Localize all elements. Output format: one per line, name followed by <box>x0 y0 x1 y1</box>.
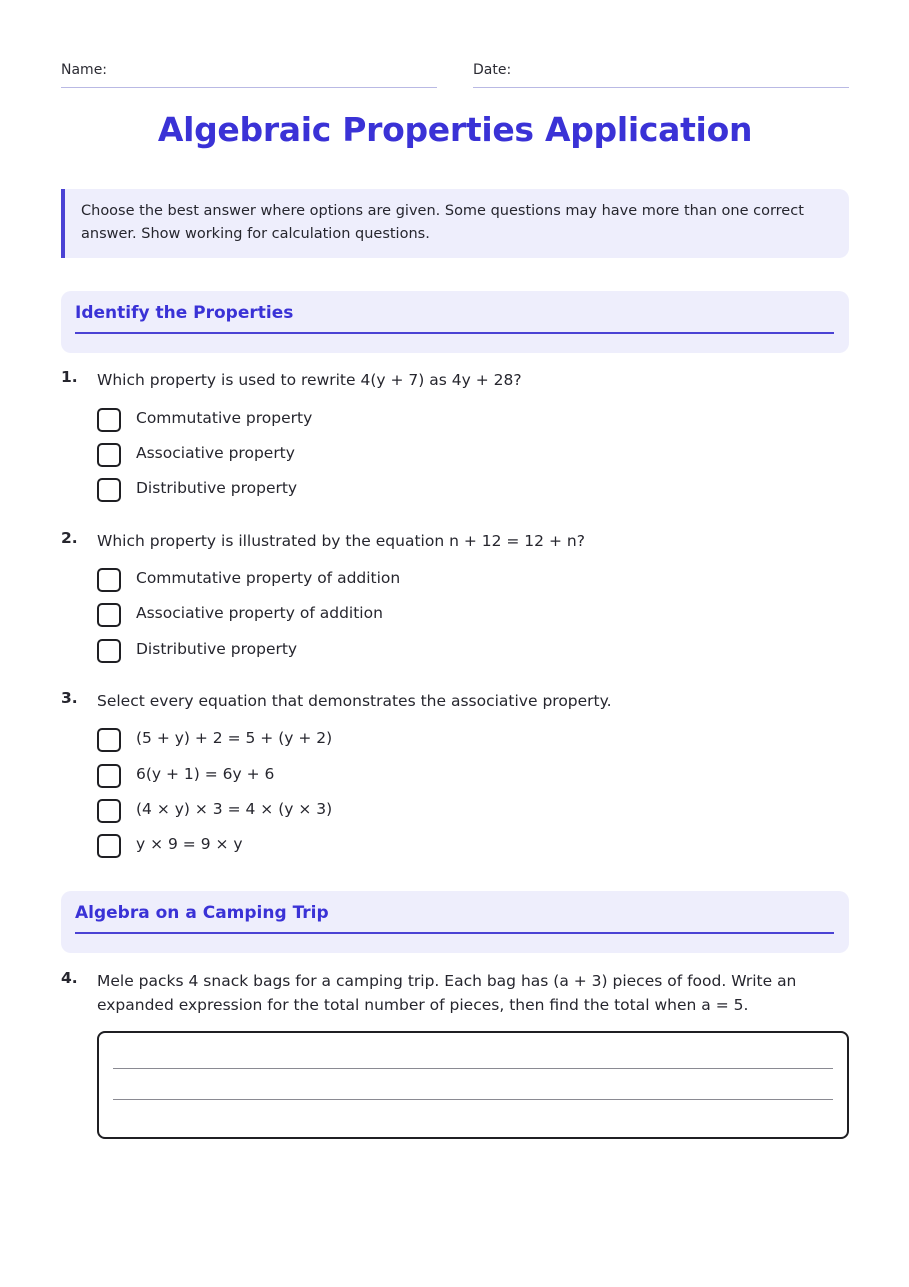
option-label: (5 + y) + 2 = 5 + (y + 2) <box>136 729 333 747</box>
option-item[interactable] <box>97 442 697 470</box>
option-item[interactable] <box>97 407 697 435</box>
question-number: 4. <box>61 969 78 987</box>
question-number: 3. <box>61 689 78 707</box>
checkbox[interactable] <box>97 603 121 627</box>
option-label: Associative property <box>136 444 295 462</box>
question-number: 1. <box>61 368 78 386</box>
section-title: Algebra on a Camping Trip <box>75 903 834 934</box>
checkbox[interactable] <box>97 799 121 823</box>
date-field[interactable] <box>473 60 849 88</box>
option-label: y × 9 = 9 × y <box>136 835 243 853</box>
option-item[interactable] <box>97 833 697 861</box>
question-text: Mele packs 4 snack bags for a camping trip. Each bag has (a + 3) pieces of food. Write an expanded expression for the total number of pieces, then find the total when a = 5. <box>97 972 797 1014</box>
section-header-identify-properties <box>61 291 849 353</box>
question-text: Which property is illustrated by the equation n + 12 = 12 + n? <box>97 532 585 550</box>
checkbox[interactable] <box>97 764 121 788</box>
checkbox[interactable] <box>97 728 121 752</box>
checkbox[interactable] <box>97 408 121 432</box>
option-item[interactable] <box>97 727 697 755</box>
checkbox[interactable] <box>97 568 121 592</box>
section-header-camping-trip <box>61 891 849 953</box>
header-row <box>61 60 849 88</box>
answer-line <box>113 1068 833 1069</box>
date-label: Date: <box>473 62 512 78</box>
option-label: Distributive property <box>136 479 298 497</box>
section-title: Identify the Properties <box>75 303 834 334</box>
answer-box[interactable] <box>97 1031 849 1139</box>
checkbox[interactable] <box>97 443 121 467</box>
checkbox[interactable] <box>97 639 121 663</box>
option-label: Commutative property <box>136 409 313 427</box>
question-text: Select every equation that demonstrates the associative property. <box>97 692 612 710</box>
option-item[interactable] <box>97 763 697 791</box>
option-item[interactable] <box>97 477 697 505</box>
question-text: Which property is used to rewrite 4(y + 7) as 4y + 28? <box>97 371 522 389</box>
option-item[interactable] <box>97 638 697 666</box>
option-item[interactable] <box>97 567 697 595</box>
worksheet-title: Algebraic Properties Application <box>157 110 753 149</box>
checkbox[interactable] <box>97 478 121 502</box>
name-label: Name: <box>61 62 108 78</box>
option-label: Distributive property <box>136 640 298 658</box>
option-label: 6(y + 1) = 6y + 6 <box>136 765 275 783</box>
checkbox[interactable] <box>97 834 121 858</box>
question-number: 2. <box>61 529 78 547</box>
answer-line <box>113 1099 833 1100</box>
option-item[interactable] <box>97 798 697 826</box>
instructions-box: Choose the best answer where options are given. Some questions may have more than one correct answer. Show working for calculation questions. <box>61 189 849 258</box>
option-item[interactable] <box>97 602 697 630</box>
option-label: (4 × y) × 3 = 4 × (y × 3) <box>136 800 333 818</box>
name-field[interactable] <box>61 60 437 88</box>
option-label: Associative property of addition <box>136 604 383 622</box>
option-label: Commutative property of addition <box>136 569 401 587</box>
